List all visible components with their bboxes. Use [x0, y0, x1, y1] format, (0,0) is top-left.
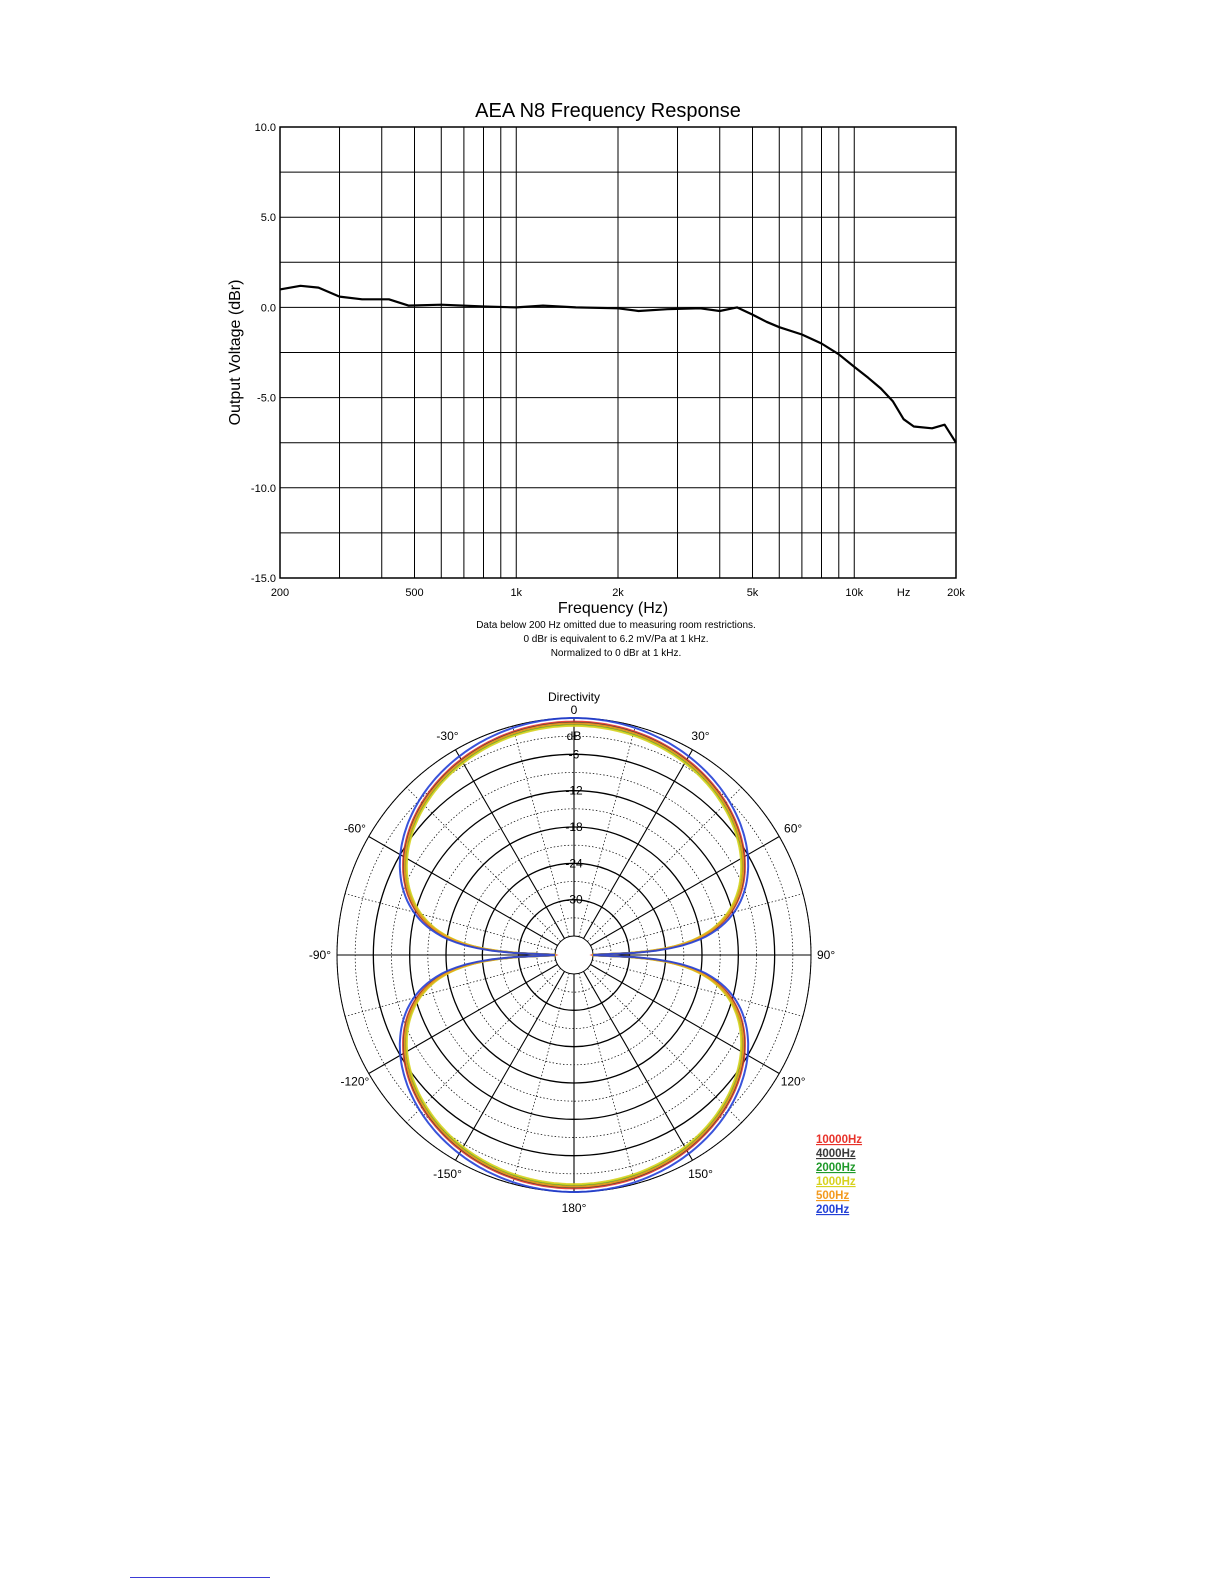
polar-angle-label: 90°: [817, 948, 836, 962]
fr-title: AEA N8 Frequency Response: [475, 100, 741, 122]
polar-spoke: [456, 750, 565, 939]
polar-angle-label: -150°: [433, 1167, 462, 1182]
polar-spoke: [369, 837, 558, 946]
polar-radial-tick-label: -30: [565, 892, 583, 907]
polar-spoke: [590, 965, 779, 1074]
polar-spoke: [584, 750, 693, 939]
polar-angle-label: 30°: [691, 728, 710, 743]
polar-angle-label: 150°: [688, 1167, 713, 1182]
polar-spoke: [584, 971, 693, 1160]
fr-note: 0 dBr is equivalent to 6.2 mV/Pa at 1 kHz.: [523, 634, 709, 645]
fr-y-tick-label: 5.0: [260, 212, 276, 225]
fr-x-tick-label: 20k: [947, 587, 965, 599]
fr-x-tick-label: 2k: [612, 587, 624, 599]
polar-angle-label: -30°: [436, 728, 459, 743]
fr-note: Data below 200 Hz omitted due to measuring room restrictions.: [476, 620, 756, 631]
fr-x-tick-label: 10k: [845, 587, 864, 599]
polar-spoke: [406, 968, 560, 1122]
fr-y-axis-label: Output Voltage (dBr): [227, 279, 244, 426]
polar-angle-label: -120°: [340, 1074, 370, 1089]
polar-radial-unit: dB: [566, 729, 582, 744]
polar-legend-entry: 500Hz: [816, 1190, 850, 1202]
polar-angle-label: 120°: [780, 1074, 806, 1089]
polar-spoke: [587, 787, 741, 941]
polar-spoke: [590, 837, 779, 946]
fr-y-tick-label: 10.0: [254, 122, 276, 134]
polar-spoke: [406, 787, 560, 941]
polar-legend-entry: 2000Hz: [816, 1162, 856, 1174]
fr-note: Normalized to 0 dBr at 1 kHz.: [550, 648, 682, 659]
fr-x-tick-label: 200: [270, 587, 290, 599]
polar-spoke: [456, 971, 565, 1160]
polar-legend-entry: 200Hz: [816, 1204, 850, 1216]
fr-x-tick-label: 5k: [746, 587, 759, 599]
fr-x-tick-label: 1k: [510, 587, 523, 599]
polar-legend-entry: 1000Hz: [816, 1176, 856, 1188]
polar-spoke: [369, 965, 558, 1074]
polar-legend-entry: 4000Hz: [816, 1148, 856, 1160]
polar-legend-entry: 10000Hz: [816, 1134, 863, 1146]
polar-radial-tick-label: 0: [570, 703, 578, 717]
polar-spoke: [587, 968, 741, 1122]
polar-radial-tick-label: -12: [565, 783, 583, 798]
fr-y-tick-label: -10.0: [250, 482, 276, 495]
polar-angle-label: 60°: [784, 821, 803, 836]
fr-x-tick-label: 500: [405, 587, 424, 599]
polar-radial-tick-label: -24: [565, 856, 583, 871]
fr-y-tick-label: 0.0: [260, 302, 276, 315]
fr-x-axis-label: Frequency (Hz): [557, 600, 669, 617]
polar-angle-label: 180°: [561, 1201, 587, 1215]
polar-title: Directivity: [547, 690, 601, 704]
polar-angle-label: -90°: [308, 948, 331, 962]
polar-center: [555, 936, 593, 974]
polar-angle-label: -60°: [343, 821, 366, 836]
polar-radial-tick-label: -18: [565, 820, 583, 834]
fr-y-tick-label: -5.0: [257, 392, 276, 405]
polar-radial-tick-label: -6: [568, 747, 580, 762]
footer-rule: [130, 1577, 270, 1578]
fr-x-unit-label: Hz: [896, 587, 911, 599]
fr-y-tick-label: -15.0: [250, 573, 276, 585]
